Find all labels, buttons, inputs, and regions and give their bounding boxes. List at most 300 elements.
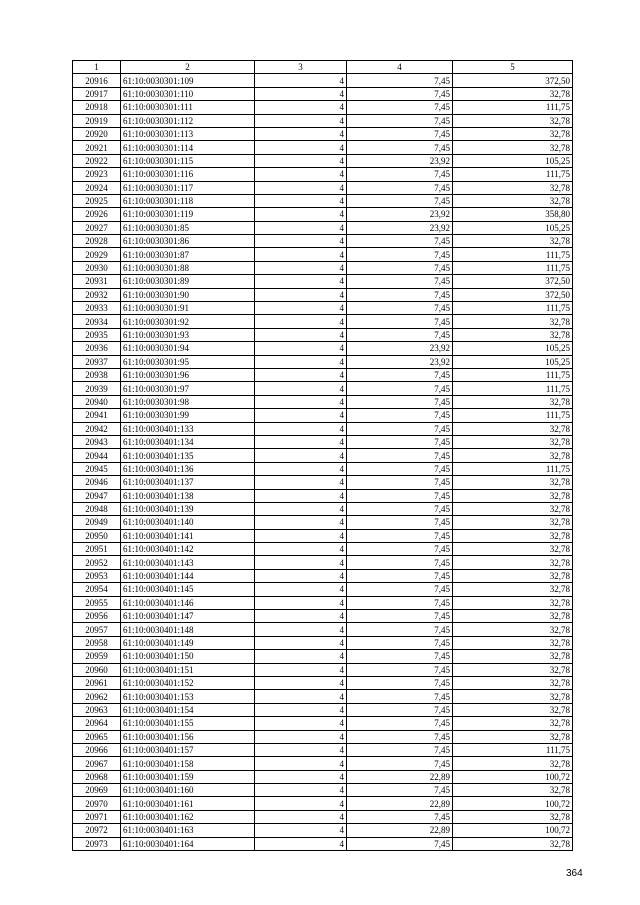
table-row	[73, 636, 573, 649]
cadastral-number-cell: 61:10:0030301:111	[121, 101, 255, 114]
rate-cell: 7,45	[347, 395, 453, 408]
category-cell: 4	[255, 636, 347, 649]
category-cell: 4	[255, 610, 347, 623]
row-number-cell: 20962	[73, 690, 121, 703]
amount-cell: 32,78	[453, 556, 573, 569]
table-row	[73, 757, 573, 770]
amount-cell: 32,78	[453, 757, 573, 770]
rate-cell: 7,45	[347, 583, 453, 596]
row-number-cell: 20967	[73, 757, 121, 770]
category-cell: 4	[255, 315, 347, 328]
category-cell: 4	[255, 74, 347, 87]
row-number-cell: 20970	[73, 797, 121, 810]
cadastral-number-cell: 61:10:0030401:160	[121, 784, 255, 797]
row-number-cell: 20960	[73, 663, 121, 676]
cadastral-number-cell: 61:10:0030301:112	[121, 114, 255, 127]
rate-cell: 7,45	[347, 663, 453, 676]
category-cell: 4	[255, 221, 347, 234]
category-cell: 4	[255, 342, 347, 355]
rate-cell: 7,45	[347, 382, 453, 395]
rate-cell: 7,45	[347, 676, 453, 689]
rate-cell: 7,45	[347, 127, 453, 140]
amount-cell: 32,78	[453, 194, 573, 207]
cadastral-number-cell: 61:10:0030401:144	[121, 569, 255, 582]
cadastral-number-cell: 61:10:0030401:154	[121, 703, 255, 716]
category-cell: 4	[255, 154, 347, 167]
rate-cell: 7,45	[347, 368, 453, 381]
amount-cell: 111,75	[453, 382, 573, 395]
cadastral-number-cell: 61:10:0030301:113	[121, 127, 255, 140]
cadastral-number-cell: 61:10:0030401:159	[121, 770, 255, 783]
row-number-cell: 20925	[73, 194, 121, 207]
rate-cell: 7,45	[347, 275, 453, 288]
row-number-cell: 20969	[73, 784, 121, 797]
rate-cell: 7,45	[347, 529, 453, 542]
rate-cell: 7,45	[347, 422, 453, 435]
row-number-cell: 20968	[73, 770, 121, 783]
amount-cell: 32,78	[453, 87, 573, 100]
amount-cell: 32,78	[453, 114, 573, 127]
row-number-cell: 20965	[73, 730, 121, 743]
category-cell: 4	[255, 824, 347, 837]
category-cell: 4	[255, 596, 347, 609]
table-row	[73, 355, 573, 368]
column-header-5: 5	[453, 61, 573, 74]
cadastral-number-cell: 61:10:0030301:118	[121, 194, 255, 207]
rate-cell: 7,45	[347, 328, 453, 341]
rate-cell: 7,45	[347, 516, 453, 529]
rate-cell: 23,92	[347, 342, 453, 355]
amount-cell: 32,78	[453, 449, 573, 462]
row-number-cell: 20936	[73, 342, 121, 355]
row-number-cell: 20917	[73, 87, 121, 100]
row-number-cell: 20946	[73, 476, 121, 489]
row-number-cell: 20926	[73, 208, 121, 221]
rate-cell: 7,45	[347, 248, 453, 261]
rate-cell: 23,92	[347, 208, 453, 221]
table-row	[73, 556, 573, 569]
rate-cell: 7,45	[347, 315, 453, 328]
cadastral-number-cell: 61:10:0030301:87	[121, 248, 255, 261]
table-row	[73, 623, 573, 636]
category-cell: 4	[255, 476, 347, 489]
amount-cell: 32,78	[453, 717, 573, 730]
amount-cell: 32,78	[453, 703, 573, 716]
row-number-cell: 20973	[73, 837, 121, 850]
table-row	[73, 114, 573, 127]
amount-cell: 32,78	[453, 623, 573, 636]
cadastral-number-cell: 61:10:0030301:91	[121, 302, 255, 315]
amount-cell: 32,78	[453, 596, 573, 609]
category-cell: 4	[255, 248, 347, 261]
rate-cell: 7,45	[347, 462, 453, 475]
row-number-cell: 20942	[73, 422, 121, 435]
row-number-cell: 20959	[73, 650, 121, 663]
category-cell: 4	[255, 556, 347, 569]
amount-cell: 111,75	[453, 743, 573, 756]
table-row	[73, 181, 573, 194]
category-cell: 4	[255, 288, 347, 301]
amount-cell: 32,78	[453, 837, 573, 850]
amount-cell: 32,78	[453, 476, 573, 489]
row-number-cell: 20934	[73, 315, 121, 328]
cadastral-number-cell: 61:10:0030401:133	[121, 422, 255, 435]
rate-cell: 7,45	[347, 409, 453, 422]
rate-cell: 7,45	[347, 730, 453, 743]
amount-cell: 32,78	[453, 502, 573, 515]
rate-cell: 7,45	[347, 181, 453, 194]
table-row	[73, 543, 573, 556]
table-row	[73, 730, 573, 743]
table-row	[73, 127, 573, 140]
table-row	[73, 74, 573, 87]
amount-cell: 32,78	[453, 569, 573, 582]
category-cell: 4	[255, 529, 347, 542]
rate-cell: 7,45	[347, 556, 453, 569]
cadastral-number-cell: 61:10:0030301:92	[121, 315, 255, 328]
category-cell: 4	[255, 797, 347, 810]
table-row	[73, 690, 573, 703]
row-number-cell: 20949	[73, 516, 121, 529]
category-cell: 4	[255, 516, 347, 529]
row-number-cell: 20932	[73, 288, 121, 301]
rate-cell: 7,45	[347, 74, 453, 87]
table-row	[73, 395, 573, 408]
cadastral-number-cell: 61:10:0030401:140	[121, 516, 255, 529]
row-number-cell: 20948	[73, 502, 121, 515]
table-row	[73, 743, 573, 756]
table-row	[73, 596, 573, 609]
table-row	[73, 717, 573, 730]
table-row	[73, 315, 573, 328]
amount-cell: 105,25	[453, 342, 573, 355]
amount-cell: 32,78	[453, 235, 573, 248]
row-number-cell: 20931	[73, 275, 121, 288]
amount-cell: 105,25	[453, 355, 573, 368]
amount-cell: 32,78	[453, 328, 573, 341]
cadastral-number-cell: 61:10:0030301:98	[121, 395, 255, 408]
amount-cell: 32,78	[453, 650, 573, 663]
cadastral-number-cell: 61:10:0030301:86	[121, 235, 255, 248]
amount-cell: 32,78	[453, 435, 573, 448]
page-number: 364	[566, 868, 583, 879]
table-row	[73, 837, 573, 850]
rate-cell: 23,92	[347, 221, 453, 234]
cadastral-number-cell: 61:10:0030301:97	[121, 382, 255, 395]
category-cell: 4	[255, 261, 347, 274]
rate-cell: 7,45	[347, 141, 453, 154]
row-number-cell: 20933	[73, 302, 121, 315]
cadastral-number-cell: 61:10:0030401:157	[121, 743, 255, 756]
row-number-cell: 20924	[73, 181, 121, 194]
amount-cell: 32,78	[453, 583, 573, 596]
cadastral-number-cell: 61:10:0030401:134	[121, 435, 255, 448]
amount-cell: 32,78	[453, 127, 573, 140]
table-row	[73, 288, 573, 301]
amount-cell: 100,72	[453, 824, 573, 837]
amount-cell: 100,72	[453, 770, 573, 783]
cadastral-number-cell: 61:10:0030401:153	[121, 690, 255, 703]
amount-cell: 32,78	[453, 422, 573, 435]
rate-cell: 7,45	[347, 743, 453, 756]
rate-cell: 7,45	[347, 703, 453, 716]
amount-cell: 372,50	[453, 74, 573, 87]
table-row	[73, 342, 573, 355]
category-cell: 4	[255, 770, 347, 783]
category-cell: 4	[255, 275, 347, 288]
category-cell: 4	[255, 302, 347, 315]
table-row	[73, 368, 573, 381]
amount-cell: 32,78	[453, 610, 573, 623]
amount-cell: 111,75	[453, 261, 573, 274]
rate-cell: 7,45	[347, 784, 453, 797]
amount-cell: 32,78	[453, 516, 573, 529]
rate-cell: 7,45	[347, 610, 453, 623]
cadastral-number-cell: 61:10:0030401:138	[121, 489, 255, 502]
category-cell: 4	[255, 837, 347, 850]
amount-cell: 32,78	[453, 543, 573, 556]
table-row	[73, 703, 573, 716]
table-row	[73, 810, 573, 823]
cadastral-number-cell: 61:10:0030401:139	[121, 502, 255, 515]
amount-cell: 32,78	[453, 529, 573, 542]
row-number-cell: 20952	[73, 556, 121, 569]
rate-cell: 7,45	[347, 690, 453, 703]
row-number-cell: 20941	[73, 409, 121, 422]
row-number-cell: 20957	[73, 623, 121, 636]
amount-cell: 105,25	[453, 221, 573, 234]
row-number-cell: 20963	[73, 703, 121, 716]
cadastral-number-cell: 61:10:0030301:95	[121, 355, 255, 368]
table-row	[73, 194, 573, 207]
category-cell: 4	[255, 181, 347, 194]
table-row	[73, 583, 573, 596]
rate-cell: 7,45	[347, 114, 453, 127]
category-cell: 4	[255, 676, 347, 689]
amount-cell: 32,78	[453, 730, 573, 743]
rate-cell: 7,45	[347, 435, 453, 448]
category-cell: 4	[255, 141, 347, 154]
table-row	[73, 476, 573, 489]
rate-cell: 7,45	[347, 261, 453, 274]
row-number-cell: 20923	[73, 168, 121, 181]
table-row	[73, 409, 573, 422]
category-cell: 4	[255, 168, 347, 181]
table-row	[73, 208, 573, 221]
row-number-cell: 20953	[73, 569, 121, 582]
amount-cell: 111,75	[453, 368, 573, 381]
category-cell: 4	[255, 583, 347, 596]
cadastral-number-cell: 61:10:0030401:149	[121, 636, 255, 649]
amount-cell: 32,78	[453, 636, 573, 649]
rate-cell: 7,45	[347, 194, 453, 207]
rate-cell: 7,45	[347, 757, 453, 770]
column-header-2: 2	[121, 61, 255, 74]
rate-cell: 7,45	[347, 502, 453, 515]
rate-cell: 7,45	[347, 101, 453, 114]
rate-cell: 7,45	[347, 288, 453, 301]
table-row	[73, 154, 573, 167]
rate-cell: 7,45	[347, 636, 453, 649]
row-number-cell: 20961	[73, 676, 121, 689]
row-number-cell: 20920	[73, 127, 121, 140]
table-row	[73, 261, 573, 274]
table-row	[73, 502, 573, 515]
amount-cell: 111,75	[453, 101, 573, 114]
table-row	[73, 101, 573, 114]
row-number-cell: 20919	[73, 114, 121, 127]
cadastral-number-cell: 61:10:0030401:156	[121, 730, 255, 743]
row-number-cell: 20940	[73, 395, 121, 408]
cadastral-number-cell: 61:10:0030301:115	[121, 154, 255, 167]
row-number-cell: 20937	[73, 355, 121, 368]
amount-cell: 111,75	[453, 409, 573, 422]
cadastral-number-cell: 61:10:0030401:142	[121, 543, 255, 556]
category-cell: 4	[255, 650, 347, 663]
rate-cell: 7,45	[347, 623, 453, 636]
table-row	[73, 87, 573, 100]
cadastral-number-cell: 61:10:0030301:96	[121, 368, 255, 381]
row-number-cell: 20916	[73, 74, 121, 87]
rate-cell: 7,45	[347, 235, 453, 248]
category-cell: 4	[255, 663, 347, 676]
table-row	[73, 435, 573, 448]
category-cell: 4	[255, 328, 347, 341]
rate-cell: 23,92	[347, 154, 453, 167]
cadastral-number-cell: 61:10:0030301:114	[121, 141, 255, 154]
category-cell: 4	[255, 717, 347, 730]
row-number-cell: 20972	[73, 824, 121, 837]
amount-cell: 32,78	[453, 395, 573, 408]
table-row	[73, 462, 573, 475]
amount-cell: 32,78	[453, 663, 573, 676]
rate-cell: 23,92	[347, 355, 453, 368]
table-row	[73, 235, 573, 248]
cadastral-number-cell: 61:10:0030301:93	[121, 328, 255, 341]
category-cell: 4	[255, 784, 347, 797]
row-number-cell: 20966	[73, 743, 121, 756]
rate-cell: 22,89	[347, 824, 453, 837]
category-cell: 4	[255, 422, 347, 435]
cadastral-number-cell: 61:10:0030301:119	[121, 208, 255, 221]
cadastral-number-cell: 61:10:0030301:90	[121, 288, 255, 301]
amount-cell: 32,78	[453, 181, 573, 194]
row-number-cell: 20951	[73, 543, 121, 556]
table-row	[73, 449, 573, 462]
row-number-cell: 20922	[73, 154, 121, 167]
cadastral-number-cell: 61:10:0030401:158	[121, 757, 255, 770]
rate-cell: 7,45	[347, 650, 453, 663]
table-header-row	[73, 61, 573, 74]
table-row	[73, 302, 573, 315]
row-number-cell: 20918	[73, 101, 121, 114]
table-row	[73, 248, 573, 261]
cadastral-number-cell: 61:10:0030401:143	[121, 556, 255, 569]
rate-cell: 22,89	[347, 797, 453, 810]
category-cell: 4	[255, 489, 347, 502]
cadastral-number-cell: 61:10:0030301:88	[121, 261, 255, 274]
amount-cell: 372,50	[453, 288, 573, 301]
cadastral-number-cell: 61:10:0030401:148	[121, 623, 255, 636]
category-cell: 4	[255, 409, 347, 422]
category-cell: 4	[255, 127, 347, 140]
cadastral-number-cell: 61:10:0030301:109	[121, 74, 255, 87]
cadastral-number-cell: 61:10:0030401:161	[121, 797, 255, 810]
cadastral-number-cell: 61:10:0030301:110	[121, 87, 255, 100]
amount-cell: 372,50	[453, 275, 573, 288]
category-cell: 4	[255, 368, 347, 381]
rate-cell: 7,45	[347, 489, 453, 502]
cadastral-number-cell: 61:10:0030301:89	[121, 275, 255, 288]
amount-cell: 111,75	[453, 462, 573, 475]
category-cell: 4	[255, 355, 347, 368]
row-number-cell: 20927	[73, 221, 121, 234]
rate-cell: 7,45	[347, 810, 453, 823]
amount-cell: 111,75	[453, 168, 573, 181]
cadastral-number-cell: 61:10:0030301:116	[121, 168, 255, 181]
table-body	[73, 74, 573, 851]
category-cell: 4	[255, 235, 347, 248]
cadastral-number-cell: 61:10:0030401:155	[121, 717, 255, 730]
amount-cell: 32,78	[453, 810, 573, 823]
table-row	[73, 650, 573, 663]
category-cell: 4	[255, 543, 347, 556]
row-number-cell: 20947	[73, 489, 121, 502]
table-row	[73, 489, 573, 502]
row-number-cell: 20956	[73, 610, 121, 623]
row-number-cell: 20943	[73, 435, 121, 448]
row-number-cell: 20929	[73, 248, 121, 261]
category-cell: 4	[255, 449, 347, 462]
table-row	[73, 569, 573, 582]
amount-cell: 32,78	[453, 784, 573, 797]
table-row	[73, 770, 573, 783]
category-cell: 4	[255, 730, 347, 743]
category-cell: 4	[255, 623, 347, 636]
category-cell: 4	[255, 462, 347, 475]
amount-cell: 32,78	[453, 489, 573, 502]
table-row	[73, 824, 573, 837]
table-row	[73, 516, 573, 529]
rate-cell: 7,45	[347, 476, 453, 489]
table-row	[73, 275, 573, 288]
row-number-cell: 20958	[73, 636, 121, 649]
cadastral-number-cell: 61:10:0030401:150	[121, 650, 255, 663]
category-cell: 4	[255, 810, 347, 823]
table-row	[73, 221, 573, 234]
row-number-cell: 20955	[73, 596, 121, 609]
cadastral-number-cell: 61:10:0030401:137	[121, 476, 255, 489]
table-row	[73, 382, 573, 395]
data-table	[72, 60, 573, 851]
row-number-cell: 20930	[73, 261, 121, 274]
cadastral-number-cell: 61:10:0030301:99	[121, 409, 255, 422]
rate-cell: 7,45	[347, 543, 453, 556]
cadastral-number-cell: 61:10:0030401:136	[121, 462, 255, 475]
table-row	[73, 422, 573, 435]
table-row	[73, 797, 573, 810]
category-cell: 4	[255, 743, 347, 756]
table-row	[73, 610, 573, 623]
cadastral-number-cell: 61:10:0030401:147	[121, 610, 255, 623]
cadastral-number-cell: 61:10:0030401:141	[121, 529, 255, 542]
row-number-cell: 20964	[73, 717, 121, 730]
row-number-cell: 20935	[73, 328, 121, 341]
cadastral-number-cell: 61:10:0030401:135	[121, 449, 255, 462]
rate-cell: 7,45	[347, 449, 453, 462]
row-number-cell: 20944	[73, 449, 121, 462]
table-row	[73, 663, 573, 676]
